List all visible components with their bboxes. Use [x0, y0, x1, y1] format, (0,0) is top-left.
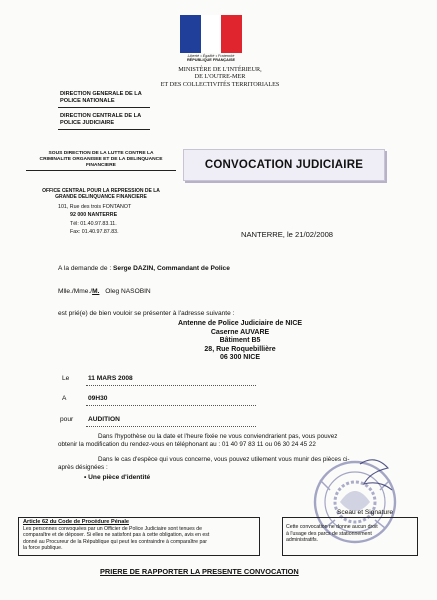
piece-item: [84, 474, 150, 482]
flag-white-band: [201, 15, 222, 53]
destination-line: Caserne AUVARE: [210, 328, 270, 336]
date-label: Le: [62, 375, 70, 382]
paragraph-line: obtenir la modification du rendez-vous en téléphonant au : 01 40 97 83 11 ou 06 30 24 45 22: [58, 441, 316, 449]
title-box: [183, 149, 385, 181]
parking-line: Cette convocation ne donne aucun droit: [286, 524, 378, 530]
dotted-line: [86, 405, 256, 406]
office-line: OFFICE CENTRAL POUR LA REPRESSION DE LA: [42, 188, 160, 194]
destination-line: 06 300 NICE: [219, 354, 261, 362]
office-address: 101, Rue des trois FONTANOT: [58, 204, 132, 210]
office-city: 92 000 NANTERRE: [70, 211, 118, 218]
addressee-prefix: Mlle./Mme./: [58, 288, 93, 295]
article-text: [23, 526, 255, 552]
flag-icon: [180, 15, 242, 53]
office-address-block: [58, 204, 131, 236]
article-line: la force publique.: [23, 545, 63, 552]
dcpj-line: POLICE JUDICIAIRE: [60, 119, 115, 126]
parking-line: à l'usage des parcs de stationnement: [286, 530, 372, 537]
sous-direction-line: SOUS DIRECTION DE LA LUTTE CONTRE LA: [48, 151, 154, 156]
dotted-line: [86, 426, 256, 427]
marianne-logo: [180, 15, 242, 63]
sous-direction-line: CRIMINALITE ORGANISEE ET DE LA DELINQUANCE: [39, 156, 163, 162]
place-date: NANTERRE, le 21/02/2008: [241, 230, 334, 239]
article-62-box: [18, 517, 260, 556]
purpose-label: pour: [60, 416, 74, 423]
destination-line: Antenne de Police Judiciaire de NICE: [177, 320, 303, 327]
paragraph-modification: [58, 433, 388, 449]
destination-line: 28, Rue Roquebillière: [204, 345, 276, 353]
ministry-line: ET DES COLLECTIVITÉS TERRITORIALES: [160, 80, 280, 88]
destination-address: [100, 320, 380, 363]
time-value: 09H30: [88, 395, 108, 402]
parking-line: administratifs.: [286, 537, 318, 544]
office-tel: Tél: 01.40.97.83.11.: [70, 221, 117, 228]
ministry-name: [140, 66, 300, 88]
purpose-value: AUDITION: [88, 416, 120, 423]
motto: Liberté • Égalité • Fraternité: [187, 54, 235, 58]
piece-label: Une pièce d'identité: [88, 474, 151, 481]
sous-direction-block: [28, 151, 174, 168]
footer-notice: PRIERE DE RAPPORTER LA PRESENTE CONVOCATION: [100, 567, 299, 576]
sous-direction-line: FINANCIERE: [86, 162, 116, 168]
dcpj-block: [60, 113, 141, 126]
bullet-icon: •: [84, 474, 87, 481]
dcpj-line: DIRECTION CENTRALE DE LA: [60, 113, 142, 119]
paragraph-line: après désignées :: [58, 464, 108, 472]
paragraph-line: Dans l'hypothèse ou la date et l'heure fixée ne vous conviendrarient pas, vous pouvez: [98, 433, 338, 440]
office-fax: Fax: 01.40.97.87.83.: [70, 228, 119, 235]
request-line: [58, 265, 230, 273]
dgpn-block: [60, 91, 142, 104]
destination-line: Bâtiment B5: [219, 337, 261, 345]
parking-notice-text: [286, 524, 414, 544]
date-value: 11 MARS 2008: [88, 375, 133, 382]
dotted-line: [86, 385, 256, 386]
divider: [58, 107, 150, 108]
article-line: donné au Procureur de la République qui peut les contraindre à comparaître par: [23, 538, 207, 545]
flag-blue-band: [180, 15, 201, 53]
office-line: GRANDE DELINQUANCE FINANCIERE: [55, 194, 147, 200]
paragraph-line: Dans le cas d'espèce qui vous concerne, vous pouvez utilement vous munir des pièces ci-: [98, 456, 350, 463]
flag-red-band: [221, 15, 242, 53]
article-line: Les personnes convoquées par un Officier de Police Judiciaire sont tenues de: [23, 526, 202, 532]
article-title: Article 62 du Code de Procédure Pénale: [23, 519, 130, 525]
office-block: [28, 188, 174, 200]
dgpn-line: DIRECTION GENERALE DE LA: [60, 91, 142, 97]
signature-label: Sceau et Signature: [337, 509, 394, 516]
ministry-line: DE L'OUTRE-MER: [194, 73, 246, 81]
request-label: A la demande de :: [58, 265, 112, 272]
divider: [26, 170, 176, 171]
addressee-selected: M.: [92, 288, 100, 295]
addressee-name: Oleg NASOBIN: [105, 288, 151, 295]
divider: [58, 129, 150, 130]
ministry-line: MINISTÈRE DE L'INTÉRIEUR,: [178, 66, 262, 73]
republique-label: RÉPUBLIQUE FRANÇAISE: [186, 58, 236, 62]
dgpn-line: POLICE NATIONALE: [60, 97, 115, 104]
article-line: comparaître et de déposer. Si elles ne satisfont pas à cette obligation, avis en est: [23, 532, 210, 539]
document-title: CONVOCATION JUDICIAIRE: [204, 159, 364, 171]
invite-text: est prié(e) de bien vouloir se présenter à l'adresse suivante :: [58, 310, 235, 317]
addressee-line: [58, 288, 151, 296]
parking-notice-box: [282, 517, 418, 556]
time-label: A: [62, 395, 67, 402]
requester: Serge DAZIN, Commandant de Police: [113, 265, 230, 272]
